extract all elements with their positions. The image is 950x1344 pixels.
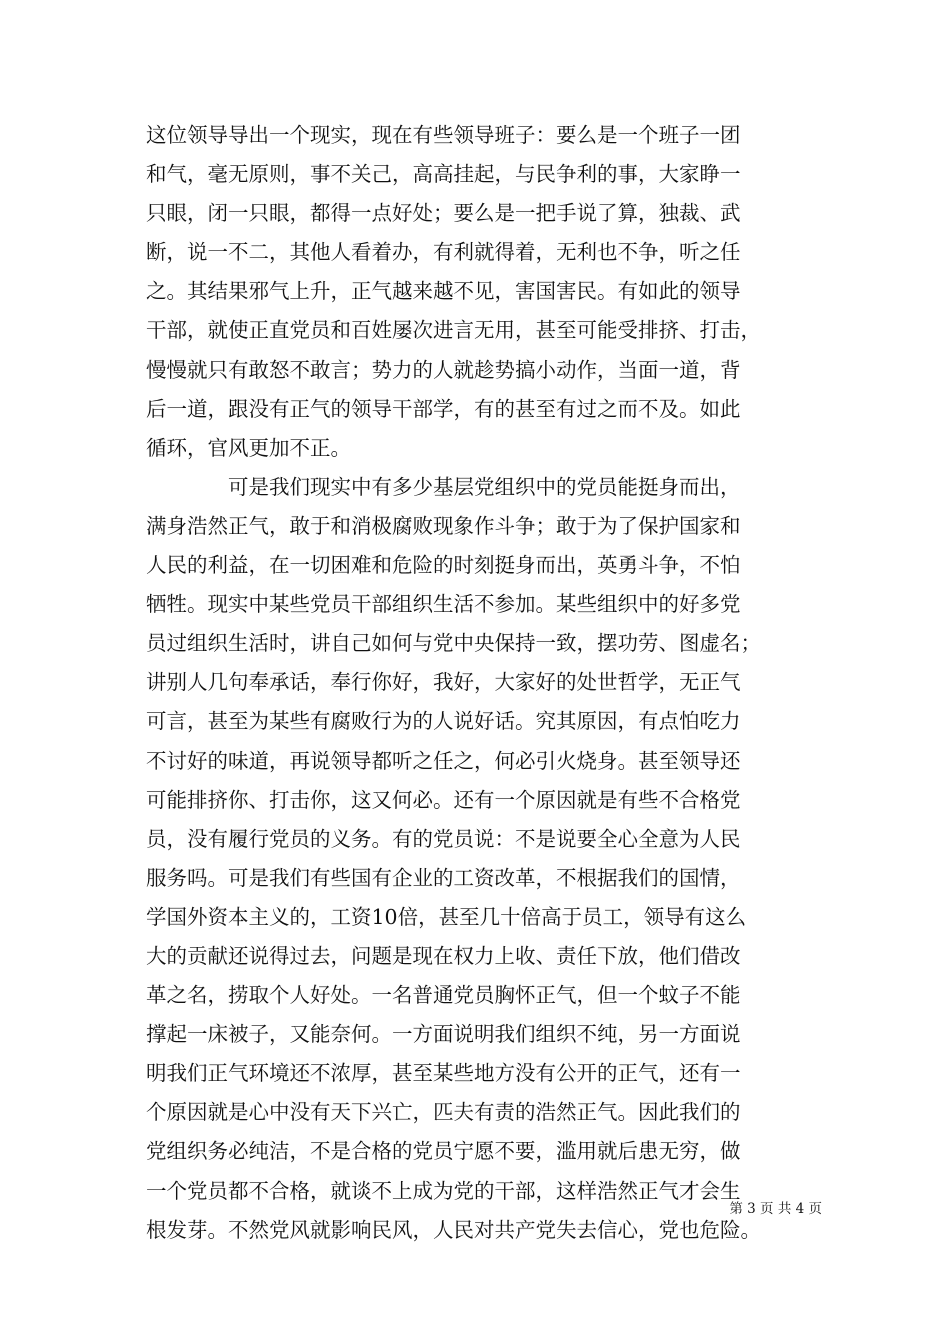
text-line-18: 可能排挤你、打击你，这又何必。还有一个原因就是有些不合格党 bbox=[146, 787, 741, 812]
text-line-15: 讲别人几句奉承话，奉行你好，我好，大家好的处世哲学，无正气 bbox=[146, 670, 741, 695]
text-line-23: 革之名，捞取个人好处。一名普通党员胸怀正气，但一个蚊子不能 bbox=[146, 983, 741, 1008]
text-line-16: 可言，甚至为某些有腐败行为的人说好话。究其原因，有点怕吃力 bbox=[146, 709, 741, 734]
text-line-22: 大的贡献还说得过去，问题是现在权力上收、责任下放，他们借改 bbox=[146, 943, 741, 968]
text-line-9: 循环，官风更加不正。 bbox=[146, 435, 351, 460]
text-line-8: 后一道，跟没有正气的领导干部学，有的甚至有过之而不及。如此 bbox=[146, 396, 741, 421]
text-line-26: 个原因就是心中没有天下兴亡，匹夫有责的浩然正气。因此我们的 bbox=[146, 1100, 741, 1125]
text-line-27: 党组织务必纯洁，不是合格的党员宁愿不要，滥用就后患无穷，做 bbox=[146, 1139, 741, 1164]
text-line-1: 这位领导导出一个现实，现在有些领导班子：要么是一个班子一团 bbox=[146, 123, 741, 147]
text-line-10: 可是我们现实中有多少基层党组织中的党员能挺身而出， bbox=[146, 474, 741, 499]
text-line-29: 根发芽。不然党风就影响民风，人民对共产党失去信心，党也危险。 bbox=[146, 1217, 761, 1242]
body-text bbox=[146, 116, 822, 1250]
text-line-6: 干部，就使正直党员和百姓屡次进言无用，甚至可能受排挤、打击， bbox=[146, 318, 761, 343]
text-line-2: 和气，毫无原则，事不关己，高高挂起，与民争利的事，大家睁一 bbox=[146, 162, 741, 187]
text-line-12: 人民的利益，在一切困难和危险的时刻挺身而出，英勇斗争，不怕 bbox=[146, 553, 741, 578]
text-line-19: 员，没有履行党员的义务。有的党员说：不是说要全心全意为人民 bbox=[146, 826, 741, 851]
text-line-17: 不讨好的味道，再说领导都听之任之，何必引火烧身。甚至领导还 bbox=[146, 748, 741, 773]
text-line-14: 员过组织生活时，讲自己如何与党中央保持一致，摆功劳、图虚名； bbox=[146, 631, 761, 656]
text-line-25: 明我们正气环境还不浓厚，甚至某些地方没有公开的正气，还有一 bbox=[146, 1061, 741, 1086]
text-line-20: 服务吗。可是我们有些国有企业的工资改革，不根据我们的国情， bbox=[146, 865, 741, 890]
text-line-7: 慢慢就只有敢怒不敢言；势力的人就趁势搞小动作，当面一道，背 bbox=[146, 357, 741, 382]
text-line-13: 牺牲。现实中某些党员干部组织生活不参加。某些组织中的好多党 bbox=[146, 592, 741, 617]
text-line-3: 只眼，闭一只眼，都得一点好处；要么是一把手说了算，独裁、武 bbox=[146, 201, 741, 226]
text-line-28: 一个党员都不合格，就谈不上成为党的干部，这样浩然正气才会生 bbox=[146, 1178, 741, 1203]
text-line-4: 断，说一不二，其他人看着办，有利就得着，无利也不争，听之任 bbox=[146, 240, 741, 265]
page-number-footer: 第 3 页 共 4 页 bbox=[729, 1201, 822, 1217]
text-line-21: 学国外资本主义的，工资10倍，甚至几十倍高于员工，领导有这么 bbox=[146, 904, 747, 929]
text-line-24: 撑起一床被子，又能奈何。一方面说明我们组织不纯，另一方面说 bbox=[146, 1022, 741, 1047]
text-line-11: 满身浩然正气，敢于和消极腐败现象作斗争；敢于为了保护国家和 bbox=[146, 513, 741, 538]
text-line-5: 之。其结果邪气上升，正气越来越不见，害国害民。有如此的领导 bbox=[146, 279, 741, 304]
